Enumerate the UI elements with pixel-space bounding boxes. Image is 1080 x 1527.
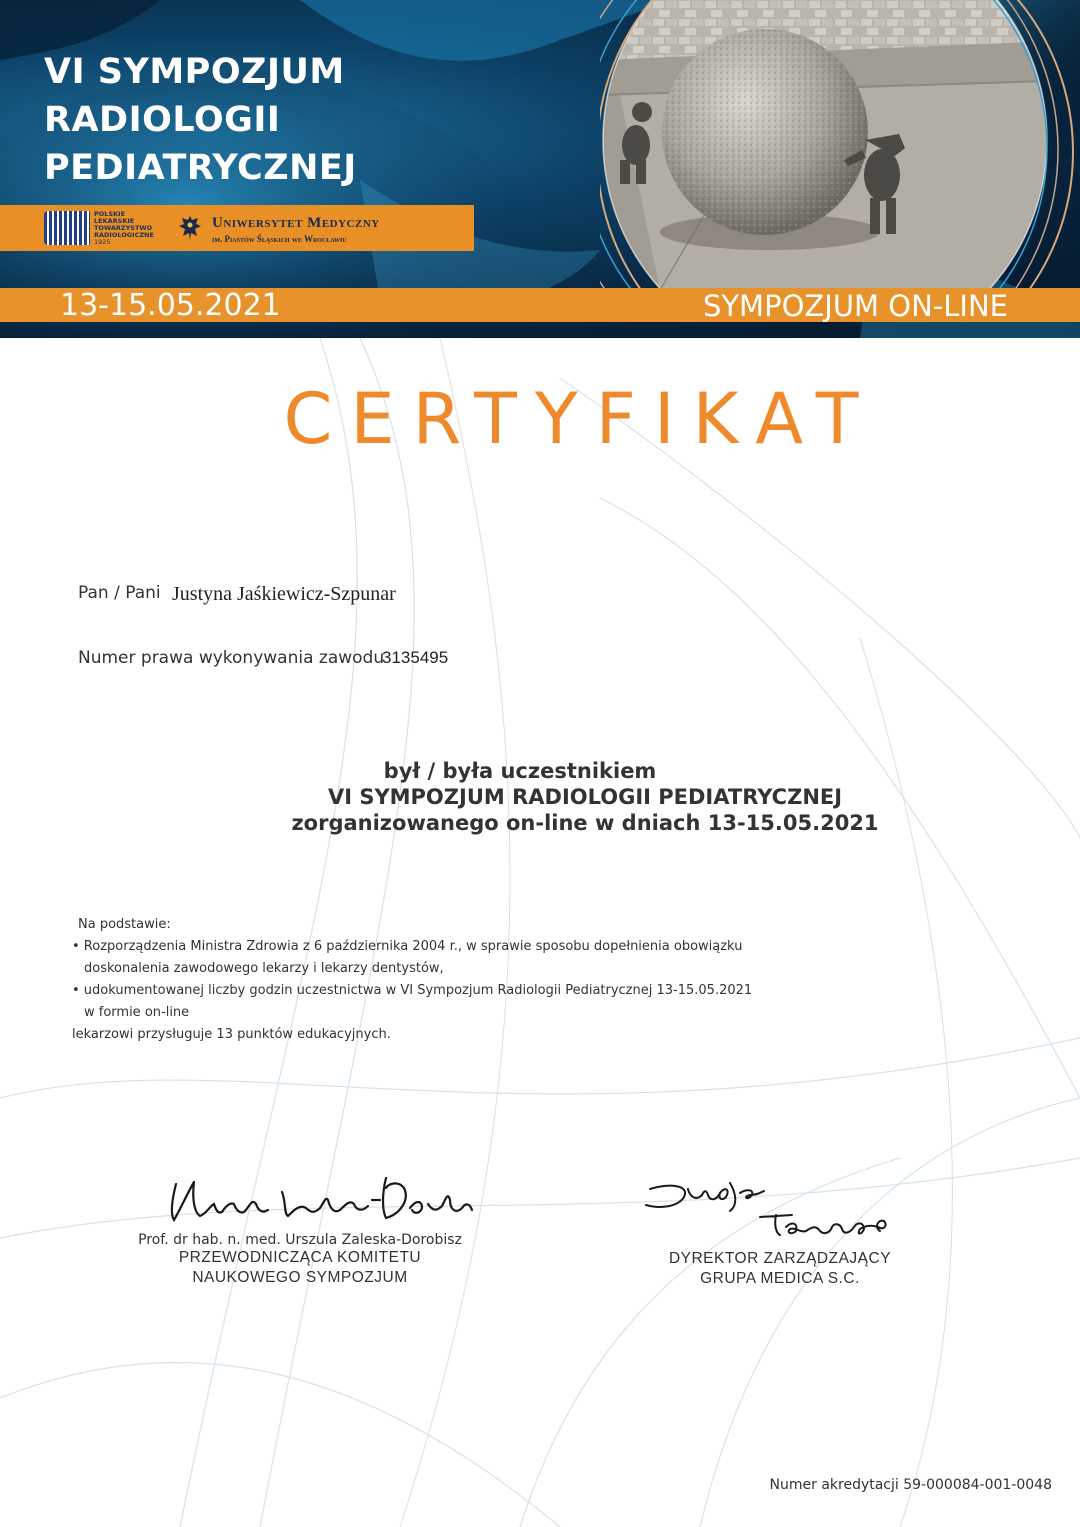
sphere-sculpture-photo [600,0,1080,290]
logo-strip [0,205,474,251]
signatory-left-role-1: PRZEWODNICZĄCA KOMITETU [178,1249,422,1266]
license-label: Numer prawa wykonywania zawodu [78,648,385,668]
signature-image-right [580,1175,980,1245]
statement-line-3: zorganizowanego on-line w dniach 13-15.05.2021 [291,811,879,835]
signatory-left-role-2: NAUKOWEGO SYMPOZJUM [192,1269,408,1286]
name-label: Pan / Pani [78,583,161,603]
basis-item-2-cont: w formie on-line [84,1005,190,1020]
legal-basis [72,914,772,1046]
ptr-logo-line: POLSKIE [94,210,126,218]
basis-item-2: • udokumentowanej liczby godzin uczestnictwa w VI Sympozjum Radiologii Pediatrycznej 13-15.05.2021 [72,983,753,998]
signature-image-left [110,1170,490,1226]
statement-line-1: był / była uczestnikiem [383,759,657,783]
ptr-logo-line: LEKARSKIE [94,217,135,225]
basis-intro: Na podstawie: [78,917,171,932]
statement-line-2: VI SYMPOZJUM RADIOLOGII PEDIATRYCZNEJ [327,785,843,809]
participation-statement [0,758,1080,836]
ptr-logo [44,209,164,247]
event-date: 13-15.05.2021 [60,288,281,323]
participant-name: Justyna Jaśkiewicz-Szpunar [172,583,396,605]
ptr-logo-text [94,211,154,246]
ptr-logo-line: TOWARZYSTWO [94,224,153,232]
signature-block-right [580,1175,980,1289]
event-format: SYMPOZJUM ON-LINE [702,289,1008,323]
ptr-logo-year: 1925 [94,238,111,246]
title-line-2: RADIOLOGII [44,100,281,140]
ptr-logo-line: RADIOLOGICZNE [94,231,154,239]
title-line-3: PEDIATRYCZNEJ [44,148,357,188]
basis-item-1-cont: doskonalenia zawodowego lekarzy i lekarzy dentystów, [84,961,444,976]
eagle-crest-icon [178,214,202,242]
signatory-right-role-1: DYREKTOR ZARZĄDZAJĄCY [668,1250,892,1267]
university-name: Uniwersytet Medyczny [212,215,380,231]
basis-conclusion: lekarzowi przysługuje 13 punktów edukacyjnych. [72,1027,391,1042]
date-strip [0,288,1080,322]
header-banner [0,0,1080,338]
accreditation-number: Numer akredytacji 59-000084-001-0048 [769,1477,1052,1493]
basis-item-1: • Rozporządzenia Ministra Zdrowia z 6 października 2004 r., w sprawie sposobu dopełnienia obowiązku [72,939,743,954]
title-line-1: VI SYMPOZJUM [44,52,345,92]
signatory-left-name: Prof. dr hab. n. med. Urszula Zaleska-Dorobisz [138,1232,462,1248]
signatory-right-role-2: GRUPA MEDICA S.C. [700,1270,860,1287]
ptr-logo-icon [44,211,90,245]
symposium-title [44,48,357,192]
signature-block-left [110,1170,490,1288]
certificate-title: CERTYFIKAT [283,378,877,460]
university-subtitle: im. Piastów Śląskich we Wrocławiu [212,234,347,244]
license-number: 3135495 [382,648,449,667]
